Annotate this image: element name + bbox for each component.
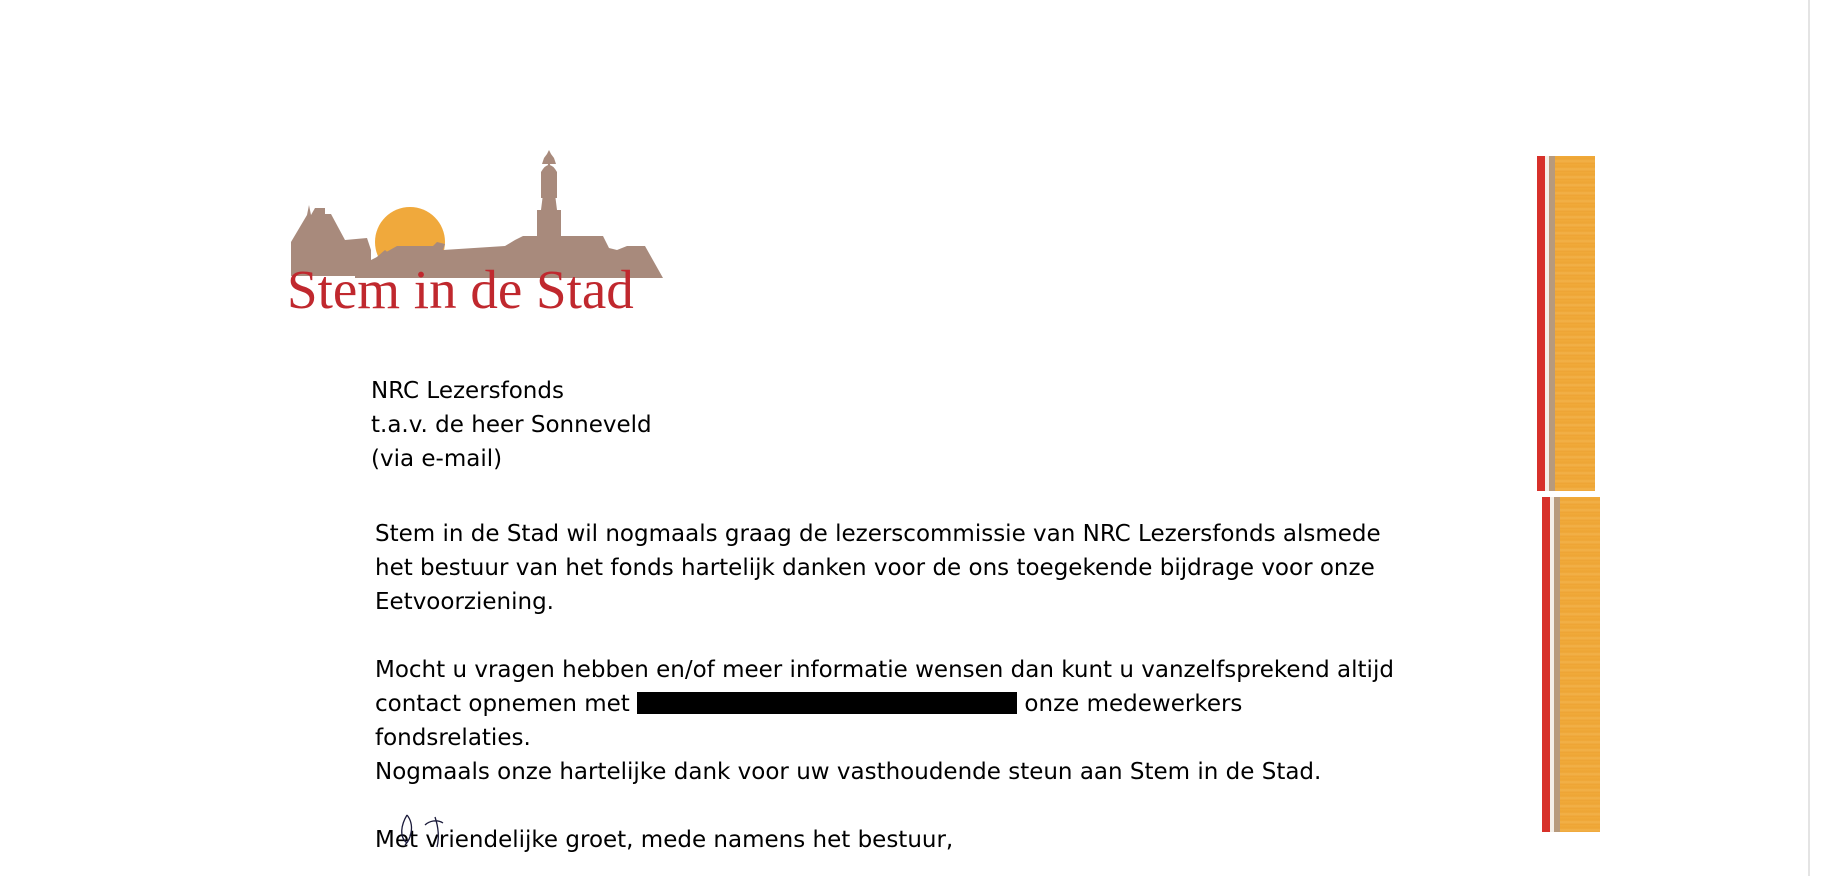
address-line-attention: t.a.v. de heer Sonneveld xyxy=(371,412,652,438)
page-edge xyxy=(1808,0,1810,876)
address-line-organization: NRC Lezersfonds xyxy=(371,378,564,404)
contact-paragraph xyxy=(375,653,1405,789)
decorative-stripe-top xyxy=(1537,156,1595,491)
redacted-name-block xyxy=(637,692,1017,714)
address-line-delivery: (via e-mail) xyxy=(371,446,503,472)
thanks-again-text: Nogmaals onze hartelijke dank voor uw vasthoudende steun aan Stem in de Stad. xyxy=(375,759,1322,785)
letter-body xyxy=(375,517,1405,857)
contact-text-after: onze medewerkers fondsrelaties. xyxy=(375,691,1243,751)
stem-in-de-stad-logo xyxy=(285,150,670,320)
logo-text: Stem in de Stad xyxy=(287,259,634,320)
tower-dome-shape xyxy=(541,165,557,198)
decorative-stripe-bottom xyxy=(1542,497,1600,832)
thanks-paragraph: Stem in de Stad wil nogmaals graag de lezerscommissie van NRC Lezersfonds alsmede het bestuur van het fonds hartelijk danken voor de ons toegekende bijdrage voor onze Eetvoorziening. xyxy=(375,521,1381,615)
closing-line: Met vriendelijke groet, mede namens het bestuur, xyxy=(375,827,954,853)
signature-scribble xyxy=(395,795,505,855)
contact-text-before: Mocht u vragen hebben en/of meer informatie wensen dan kunt u vanzelfsprekend altijd contact opnemen met xyxy=(375,657,1394,717)
recipient-address xyxy=(371,374,652,476)
